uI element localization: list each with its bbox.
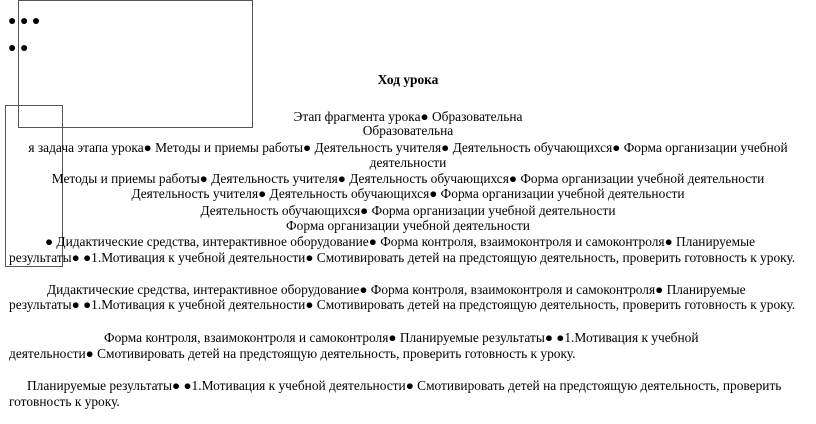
text-line-5: Методы и приемы работы● Деятельность учителя● Деятельность обучающихся● Форма организации учебной деятельности bbox=[51, 171, 765, 186]
text-line-9: ● Дидактические средства, интерактивное оборудование● Форма контроля, взаимоконтроля и самоконтроля● Планируемые bbox=[45, 234, 756, 249]
bullet-dots-row-1: ● ● ● bbox=[8, 14, 41, 29]
text-line-11: Дидактические средства, интерактивное оборудование● Форма контроля, взаимоконтроля и самоконтроля● Планируемые bbox=[47, 282, 746, 297]
text-line-4: деятельности bbox=[369, 155, 447, 170]
bullet-dots-row-2: ● ● bbox=[8, 41, 29, 56]
page-title: Ход урока bbox=[377, 72, 439, 87]
text-line-1: Этап фрагмента урока● Образовательна bbox=[293, 109, 523, 124]
text-line-10: результаты● ●1.Мотивация к учебной деятельности● Смотивировать детей на предстоящую деятельность, проверить готовность к уроку. bbox=[9, 250, 796, 265]
text-line-3: я задача этапа урока● Методы и приемы работы● Деятельность учителя● Деятельность обучающихся● Форма организации учебной bbox=[28, 140, 788, 155]
text-line-12: результаты● ●1.Мотивация к учебной деятельности● Смотивировать детей на предстоящую деятельность, проверить готовность к уроку. bbox=[9, 297, 796, 312]
text-line-7: Деятельность обучающихся● Форма организации учебной деятельности bbox=[200, 203, 616, 218]
text-line-2: Образовательна bbox=[362, 123, 454, 138]
text-line-13: Форма контроля, взаимоконтроля и самоконтроля● Планируемые результаты● ●1.Мотивация к учебной bbox=[104, 330, 699, 345]
text-line-15: Планируемые результаты● ●1.Мотивация к учебной деятельности● Смотивировать детей на предстоящую деятельность, проверить bbox=[27, 378, 782, 393]
text-line-8: Форма организации учебной деятельности bbox=[286, 218, 530, 233]
text-line-6: Деятельность учителя● Деятельность обучающихся● Форма организации учебной деятельности bbox=[131, 186, 685, 201]
text-line-16: готовность к уроку. bbox=[9, 394, 120, 409]
text-line-14: деятельности● Смотивировать детей на предстоящую деятельность, проверить готовность к уроку. bbox=[9, 346, 576, 361]
